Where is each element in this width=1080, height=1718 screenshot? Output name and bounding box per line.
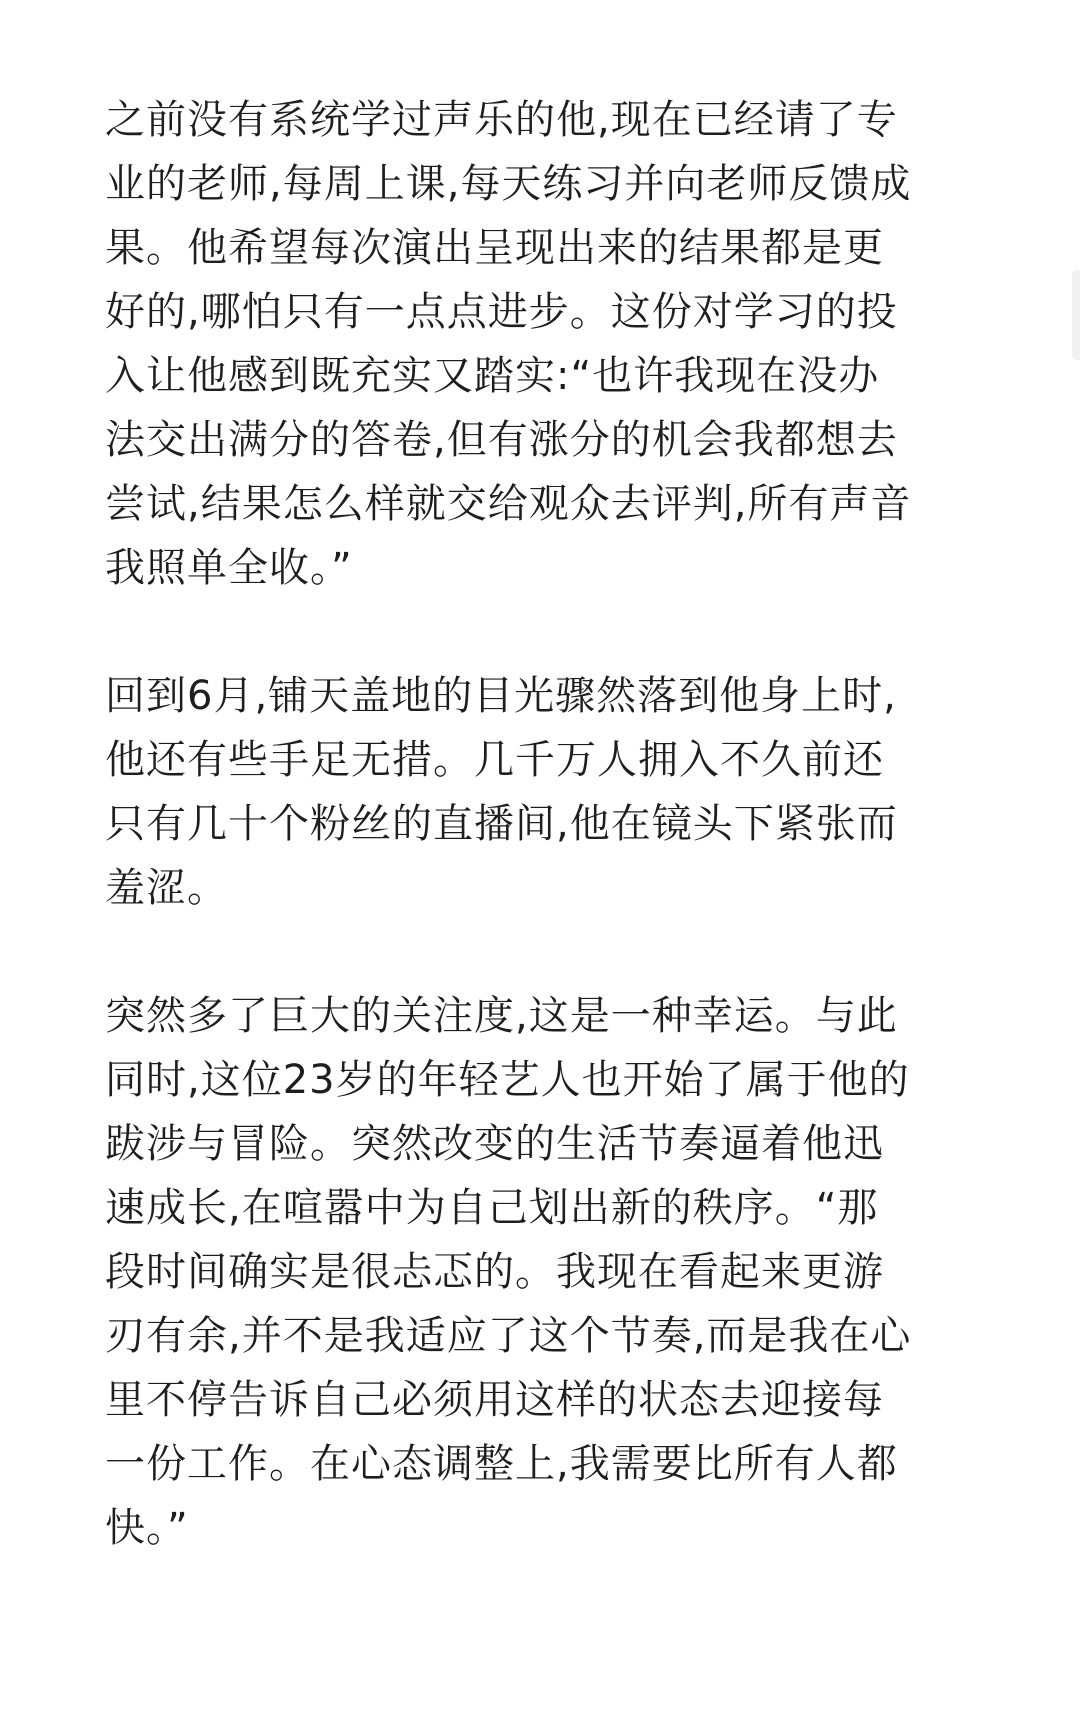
article-body (105, 88, 977, 1560)
paragraph-3: 突然多了巨大的关注度,这是一种幸运。与此 同时,这位23岁的年轻艺人也开始了属于他的 跋涉与冒险。突然改变的生活节奏逼着他迅 速成长,在喧嚣中为自己划出新的秩序。“那 段时间确实是很忐忑的。我现在看起来更游 刃有余,并不是我适应了这个节奏,而是我在心 里不停告诉自己必须用这样的状态去迎接每 一份工作。在心态调整上,我需要比所有人都 快。” (105, 993, 912, 1551)
paragraph-2: 回到6月,铺天盖地的目光骤然落到他身上时, 他还有些手足无措。几千万人拥入不久前还 只有几十个粉丝的直播间,他在镜头下紧张而 羞涩。 (105, 673, 898, 911)
paragraph-1: 之前没有系统学过声乐的他,现在已经请了专 业的老师,每周上课,每天练习并向老师反馈成 果。他希望每次演出呈现出来的结果都是更 好的,哪怕只有一点点进步。这份对学习的投 入让他感到既充实又踏实:“也许我现在没办 法交出满分的答卷,但有涨分的机会我都想去 尝试,结果怎么样就交给观众去评判,所有声音 我照单全收。” (105, 97, 912, 591)
scrollbar-thumb[interactable] (1072, 270, 1080, 360)
